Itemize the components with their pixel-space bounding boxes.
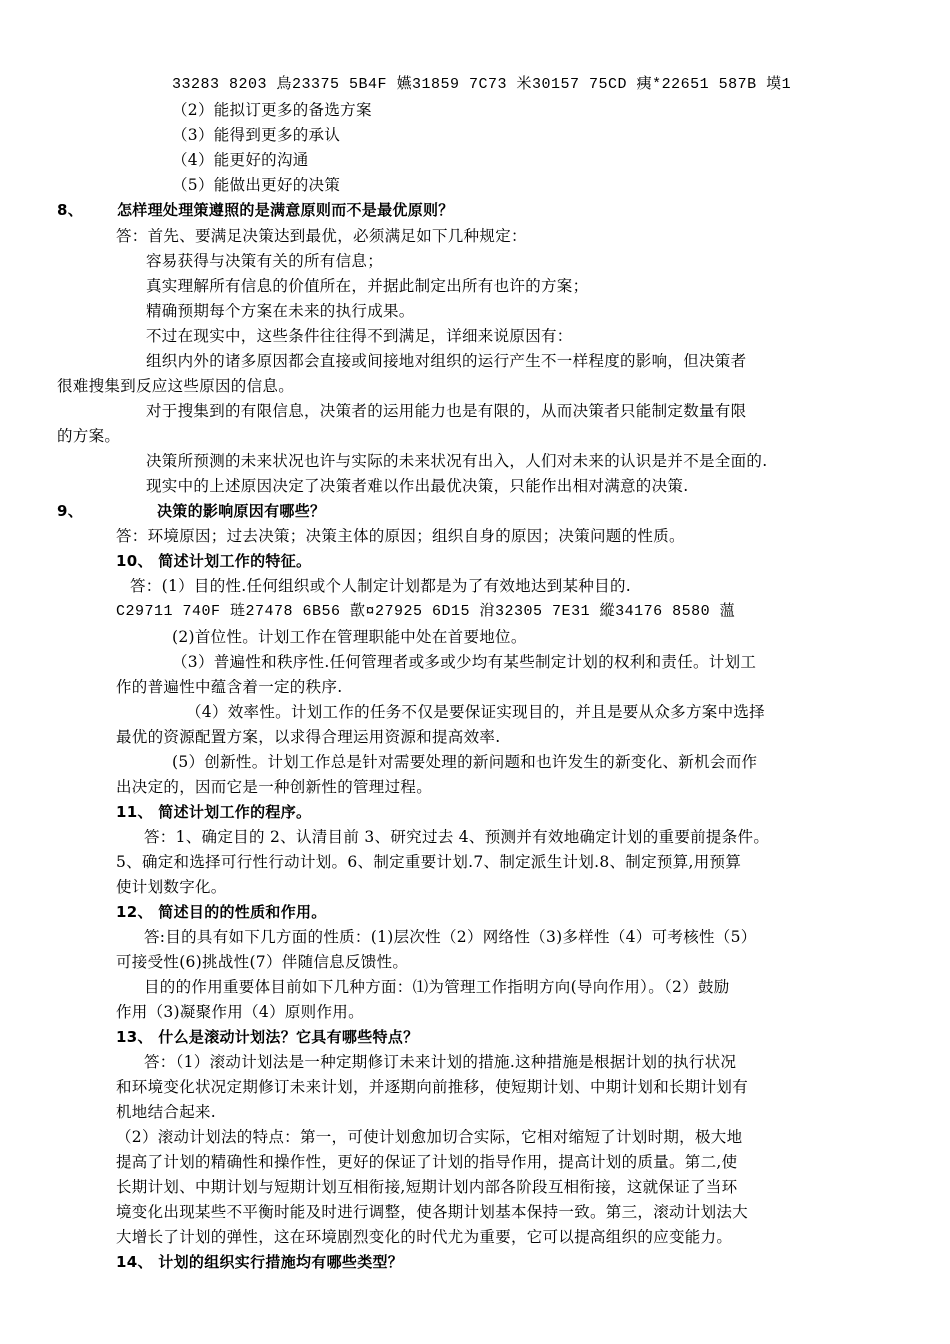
paragraph-line: 对于搜集到的有限信息，决策者的运用能力也是有限的，从而决策者只能制定数量有限 <box>146 402 747 420</box>
paragraph-line: 和环境变化状况定期修订未来计划，并逐期向前推移，使短期计划、中期计划和长期计划有 <box>116 1078 749 1096</box>
paragraph-line: （4）效率性。计划工作的任务不仅是要保证实现目的，并且是要从众多方案中选择 <box>186 703 765 721</box>
question-text: 决策的影响原因有哪些？ <box>157 502 326 520</box>
question-number: 9、 <box>57 502 84 520</box>
paragraph-line: (5）创新性。计划工作总是针对需要处理的新问题和也许发生的新变化、新机会而作 <box>172 753 758 771</box>
paragraph-line: （2）滚动计划法的特点：第一，可使计划愈加切合实际，它相对缩短了计划时期，极大地 <box>116 1128 743 1146</box>
paragraph-line: 机地结合起来. <box>116 1103 217 1121</box>
question-heading: 12、 简述目的的性质和作用。 <box>116 903 327 921</box>
list-item: （4）能更好的沟通 <box>172 151 309 169</box>
paragraph-line: 境变化出现某些不平衡时能及时进行调整，使各期计划基本保持一致。第三，滚动计划法大 <box>116 1203 749 1221</box>
paragraph-line: 精确预期每个方案在未来的执行成果。 <box>146 302 415 320</box>
paragraph-line: 5、确定和选择可行性行动计划。6、制定重要计划.7、制定派生计划.8、制定预算,用预算 <box>116 853 742 871</box>
paragraph-line: 最优的资源配置方案，以求得合理运用资源和提高效率. <box>116 728 501 746</box>
question-heading <box>57 500 325 522</box>
list-item: （5）能做出更好的决策 <box>172 176 341 194</box>
paragraph-line: 出决定的，因而它是一种创新性的管理过程。 <box>116 778 433 796</box>
paragraph-line: 可接受性(6)挑战性(7）伴随信息反馈性。 <box>116 953 409 971</box>
paragraph-line: 答:目的具有如下几方面的性质：(1)层次性（2）网络性（3)多样性（4）可考核性（5） <box>144 928 757 946</box>
garbled-code-line: 33283 8203 鳥23375 5B4F 嬿31859 7C73 米30157 75CD 痍*22651 587B 塻1 <box>172 76 792 93</box>
paragraph-line: 答：首先、要满足决策达到最优，必须满足如下几种规定： <box>116 227 527 245</box>
paragraph-line: 现实中的上述原因决定了决策者难以作出最优决策，只能作出相对满意的决策. <box>146 477 689 495</box>
paragraph-line: 作用（3)凝聚作用（4）原则作用。 <box>116 1003 364 1021</box>
paragraph-line: 使计划数字化。 <box>116 878 227 896</box>
question-heading: 14、 计划的组织实行措施均有哪些类型？ <box>116 1253 404 1271</box>
paragraph-line: （3）普遍性和秩序性.任何管理者或多或少均有某些制定计划的权利和责任。计划工 <box>172 653 757 671</box>
paragraph-line: 答：(1）目的性.任何组织或个人制定计划都是为了有效地达到某种目的. <box>130 577 631 595</box>
paragraph-line: 容易获得与决策有关的所有信息； <box>146 252 384 270</box>
paragraph-line: 组织内外的诸多原因都会直接或间接地对组织的运行产生不一样程度的影响，但决策者 <box>146 352 747 370</box>
paragraph-line: 答：1、确定目的 2、认清目前 3、研究过去 4、预测并有效地确定计划的重要前提条件。 <box>144 828 770 846</box>
list-item: （3）能得到更多的承认 <box>172 126 341 144</box>
paragraph-line: 决策所预测的未来状况也许与实际的未来状况有出入，人们对未来的认识是并不是全面的. <box>146 452 768 470</box>
paragraph-line: 大增长了计划的弹性，这在环境剧烈变化的时代尤为重要，它可以提高组织的应变能力。 <box>116 1228 733 1246</box>
paragraph-line: 答：（1）滚动计划法是一种定期修订未来计划的措施.这种措施是根据计划的执行状况 <box>144 1053 737 1071</box>
paragraph-line: 真实理解所有信息的价值所在，并据此制定出所有也许的方案； <box>146 277 589 295</box>
question-heading <box>57 199 454 221</box>
paragraph-line: 目的的作用重要体目前如下几种方面：⑴为管理工作指明方向(导向作用）。（2）鼓励 <box>144 978 730 996</box>
question-text: 怎样理处理策遵照的是满意原则而不是最优原则？ <box>117 201 454 219</box>
paragraph-line: 很难搜集到反应这些原因的信息。 <box>57 377 295 395</box>
question-heading: 11、 简述计划工作的程序。 <box>116 803 312 821</box>
paragraph-line: 不过在现实中，这些条件往往得不到满足，详细来说原因有： <box>146 327 573 345</box>
paragraph-line: (2)首位性。计划工作在管理职能中处在首要地位。 <box>172 628 527 646</box>
paragraph-line: 长期计划、中期计划与短期计划互相衔接,短期计划内部各阶段互相衔接，这就保证了当环 <box>116 1178 738 1196</box>
paragraph-line: 答：环境原因；过去决策；决策主体的原因；组织自身的原因；决策问题的性质。 <box>116 527 685 545</box>
garbled-code-line: C29711 740F 琏27478 6B56 歖¤27925 6D15 洕32305 7E31 縱34176 8580 薀 <box>116 603 736 620</box>
question-heading: 13、 什么是滚动计划法？它具有哪些特点？ <box>116 1028 419 1046</box>
paragraph-line: 的方案。 <box>57 427 121 445</box>
paragraph-line: 提高了计划的精确性和操作性，更好的保证了计划的指导作用，提高计划的质量。第二,使 <box>116 1153 738 1171</box>
list-item: （2）能拟订更多的备选方案 <box>172 101 372 119</box>
question-number: 8、 <box>57 201 84 219</box>
question-heading: 10、 简述计划工作的特征。 <box>116 552 312 570</box>
paragraph-line: 作的普遍性中蕴含着一定的秩序. <box>116 678 343 696</box>
